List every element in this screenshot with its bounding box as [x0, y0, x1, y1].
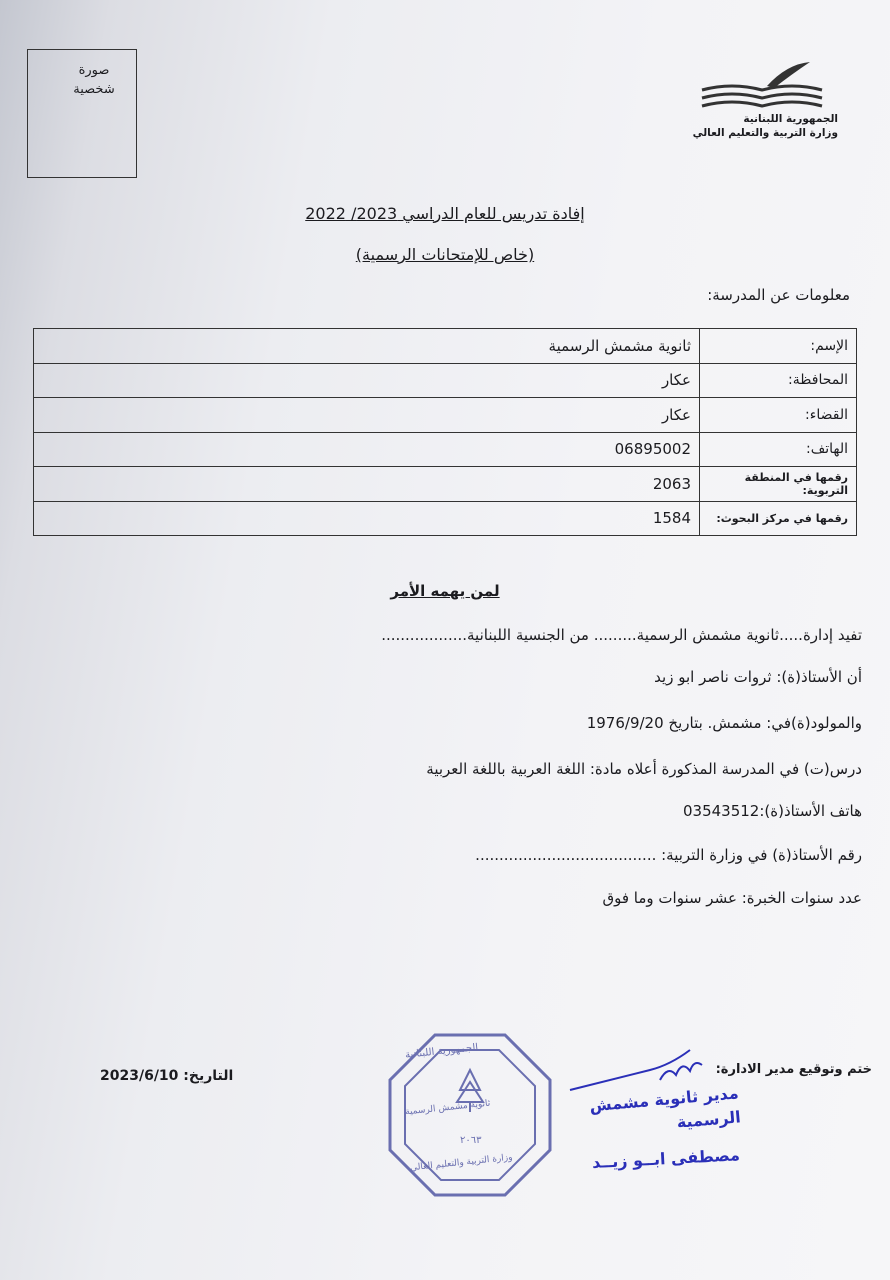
- table-row: [34, 501, 857, 536]
- stamp-number-text: ٢٠٦٣: [460, 1135, 482, 1146]
- body-line-ministry-number: رقم الأستاذ(ة) في وزارة التربية: ......................................: [475, 846, 862, 864]
- school-info-heading: معلومات عن المدرسة:: [707, 286, 850, 304]
- stamp-republic-text: الجمهورية اللبنانية: [404, 1042, 479, 1061]
- stamp-ministry-text: وزارة التربية والتعليم العالي: [409, 1152, 513, 1174]
- table-row: [34, 432, 857, 467]
- row-label: رقمها في مركز البحوث:: [700, 501, 857, 536]
- body-line-teacher-name: أن الأستاذ(ة): ثروات ناصر ابو زيد: [654, 668, 862, 686]
- table-row: [34, 398, 857, 433]
- signature-label: ختم وتوقيع مدير الادارة:: [715, 1062, 872, 1077]
- row-label: المحافظة:: [700, 363, 857, 398]
- to-whom-heading: لمن يهمه الأمر: [390, 582, 500, 600]
- ministry-label: وزارة التربية والتعليم العالي: [692, 127, 838, 139]
- republic-label: الجمهورية اللبنانية: [743, 113, 838, 125]
- ministry-header: [693, 112, 838, 140]
- row-label: القضاء:: [700, 398, 857, 433]
- school-info-table: [33, 328, 857, 536]
- body-line-birth: والمولود(ة)في: مشمش. بتاريخ 1976/9/20: [586, 714, 862, 732]
- row-value: 2063: [34, 467, 700, 502]
- body-line-experience: عدد سنوات الخبرة: عشر سنوات وما فوق: [602, 889, 862, 907]
- row-label: الإسم:: [700, 329, 857, 364]
- row-value: عكار: [34, 398, 700, 433]
- photo-label: صورة شخصية: [73, 63, 115, 97]
- table-row: [34, 329, 857, 364]
- document-subtitle: (خاص للإمتحانات الرسمية): [355, 245, 535, 264]
- date-label: التاريخ: 2023/6/10: [100, 1068, 234, 1084]
- table-row: [34, 467, 857, 502]
- body-line-administration: تفيد إدارة.....ثانوية مشمش الرسمية......... من الجنسية اللبنانية..................: [381, 626, 862, 644]
- body-line-subject: درس(ت) في المدرسة المذكورة أعلاه مادة: اللغة العربية باللغة العربية: [426, 760, 862, 778]
- director-name: مصطفى ابــو زيــد: [591, 1145, 741, 1173]
- document-title: إفادة تدريس للعام الدراسي 2023/ 2022: [305, 204, 585, 223]
- photo-placeholder: [27, 49, 137, 178]
- stamp-school-text: ثانوية مشمش الرسمية: [404, 1098, 491, 1118]
- director-title: مدير ثانوية مشمش الرسمية: [588, 1083, 742, 1132]
- table-row: [34, 363, 857, 398]
- row-value: 06895002: [34, 432, 700, 467]
- row-value: عكار: [34, 363, 700, 398]
- row-label: رقمها في المنطقة التربوية:: [700, 467, 857, 502]
- body-line-teacher-phone: هاتف الأستاذ(ة):03543512: [683, 802, 862, 820]
- row-label: الهاتف:: [700, 432, 857, 467]
- row-value: ثانوية مشمش الرسمية: [34, 329, 700, 364]
- row-value: 1584: [34, 501, 700, 536]
